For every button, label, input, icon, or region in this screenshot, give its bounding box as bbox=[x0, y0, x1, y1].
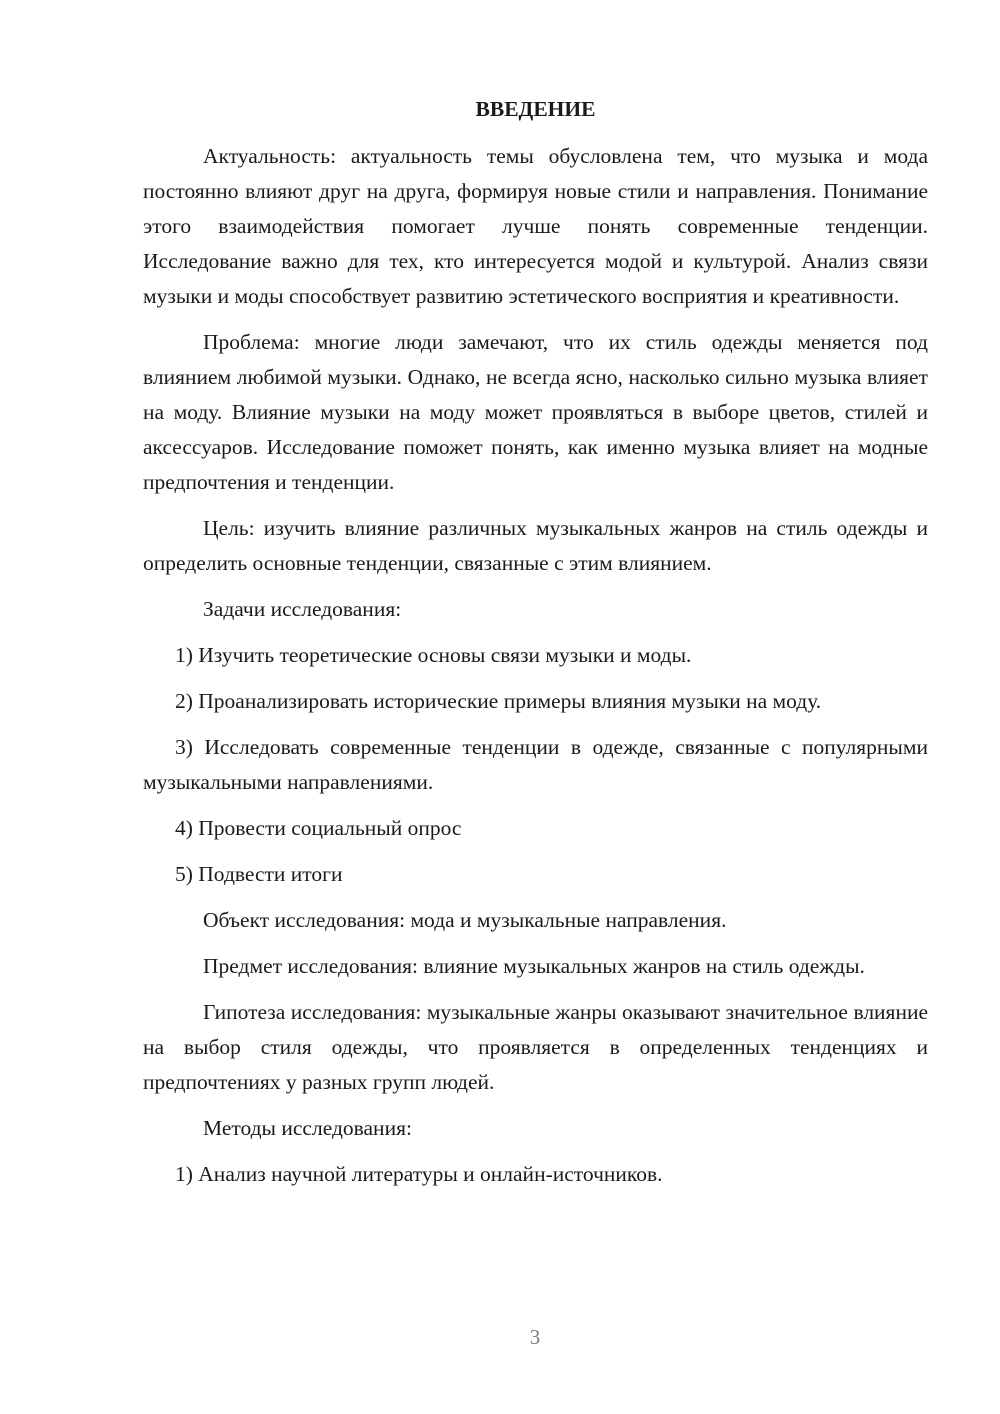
relevance-paragraph: Актуальность: актуальность темы обусловлена тем, что музыка и мода постоянно влияют друг на друга, формируя новые стили и направления. Понимание этого взаимодействия помогает лучше понять современные тенденции. Исследование важно для тех, кто интересуется модой и культурой. Анализ связи музыки и моды способствует развитию эстетического восприятия и креативности. bbox=[143, 144, 928, 308]
goal-paragraph: Цель: изучить влияние различных музыкальных жанров на стиль одежды и определить основные тенденции, связанные с этим влиянием. bbox=[143, 516, 928, 575]
method-item-1: 1) Анализ научной литературы и онлайн-источников. bbox=[175, 1162, 663, 1186]
document-page bbox=[143, 92, 928, 1203]
subject-paragraph: Предмет исследования: влияние музыкальных жанров на стиль одежды. bbox=[203, 954, 865, 978]
methods-heading: Методы исследования: bbox=[203, 1116, 412, 1140]
tasks-heading: Задачи исследования: bbox=[203, 597, 402, 621]
task-item-3: 3) Исследовать современные тенденции в одежде, связанные с популярными музыкальными направлениями. bbox=[143, 735, 928, 794]
hypothesis-paragraph: Гипотеза исследования: музыкальные жанры оказывают значительное влияние на выбор стиля одежды, что проявляется в определенных тенденциях и предпочтениях у разных групп людей. bbox=[143, 1000, 928, 1094]
page-number: 3 bbox=[529, 1325, 541, 1349]
task-item-2: 2) Проанализировать исторические примеры влияния музыки на моду. bbox=[175, 689, 822, 713]
task-item-1: 1) Изучить теоретические основы связи музыки и моды. bbox=[175, 643, 692, 667]
task-item-5: 5) Подвести итоги bbox=[175, 862, 343, 886]
section-title: ВВЕДЕНИЕ bbox=[475, 97, 596, 121]
object-paragraph: Объект исследования: мода и музыкальные направления. bbox=[203, 908, 727, 932]
task-item-4: 4) Провести социальный опрос bbox=[175, 816, 462, 840]
problem-paragraph: Проблема: многие люди замечают, что их стиль одежды меняется под влиянием любимой музыки. Однако, не всегда ясно, насколько сильно музыка влияет на моду. Влияние музыки на моду может проявляться в выборе цветов, стилей и аксессуаров. Исследование поможет понять, как именно музыка влияет на модные предпочтения и тенденции. bbox=[143, 330, 928, 494]
